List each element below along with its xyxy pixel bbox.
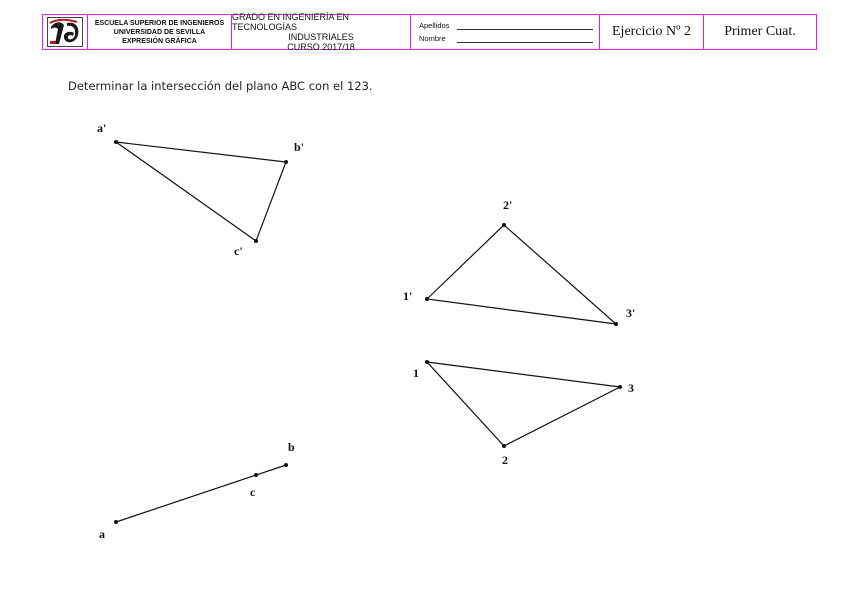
label-c-prime: c' (234, 244, 243, 258)
university-line: UNIVERSIDAD DE SEVILLA (113, 28, 206, 36)
point-1 (425, 360, 429, 364)
point-2-prime (502, 223, 506, 227)
point-3-prime (614, 322, 618, 326)
triangle-abc-vertical-view (116, 142, 286, 241)
point-a (114, 520, 118, 524)
label-1-prime: 1' (403, 289, 413, 303)
point-c-prime (254, 239, 258, 243)
course-line: CURSO 2017/18 (287, 42, 355, 52)
point-c (254, 473, 258, 477)
surname-label: Apellidos (419, 21, 450, 30)
label-3: 3 (628, 381, 634, 395)
label-a: a (99, 527, 105, 541)
segment-abc-horizontal-view (116, 465, 286, 522)
triangle-123-vertical-view (427, 225, 616, 324)
label-3-prime: 3' (626, 306, 636, 320)
label-c: c (250, 485, 256, 499)
degree-line: GRADO EN INGENIERÍA EN TECNOLOGÍAS (232, 12, 350, 32)
label-a-prime: a' (97, 121, 107, 135)
triangle-123-horizontal-view (427, 362, 620, 446)
point-a-prime (114, 140, 118, 144)
point-1-prime (425, 297, 429, 301)
point-3 (618, 385, 622, 389)
point-b-prime (284, 160, 288, 164)
exercise-number: Ejercicio Nº 2 (612, 24, 691, 39)
point-2 (502, 444, 506, 448)
degree-line-2: INDUSTRIALES (288, 32, 354, 42)
point-b (284, 463, 288, 467)
name-label: Nombre (419, 34, 446, 43)
school-line: ESCUELA SUPERIOR DE INGENIEROS (94, 19, 225, 27)
term-label: Primer Cuat. (724, 24, 796, 39)
label-b-prime: b' (294, 140, 305, 154)
label-1: 1 (413, 366, 419, 380)
label-b: b (288, 440, 295, 454)
problem-statement: Determinar la intersección del plano ABC con el 123. (68, 79, 373, 93)
label-2-prime: 2' (503, 198, 513, 212)
department-line: EXPRESIÓN GRÁFICA (122, 37, 197, 45)
label-2: 2 (502, 453, 508, 467)
